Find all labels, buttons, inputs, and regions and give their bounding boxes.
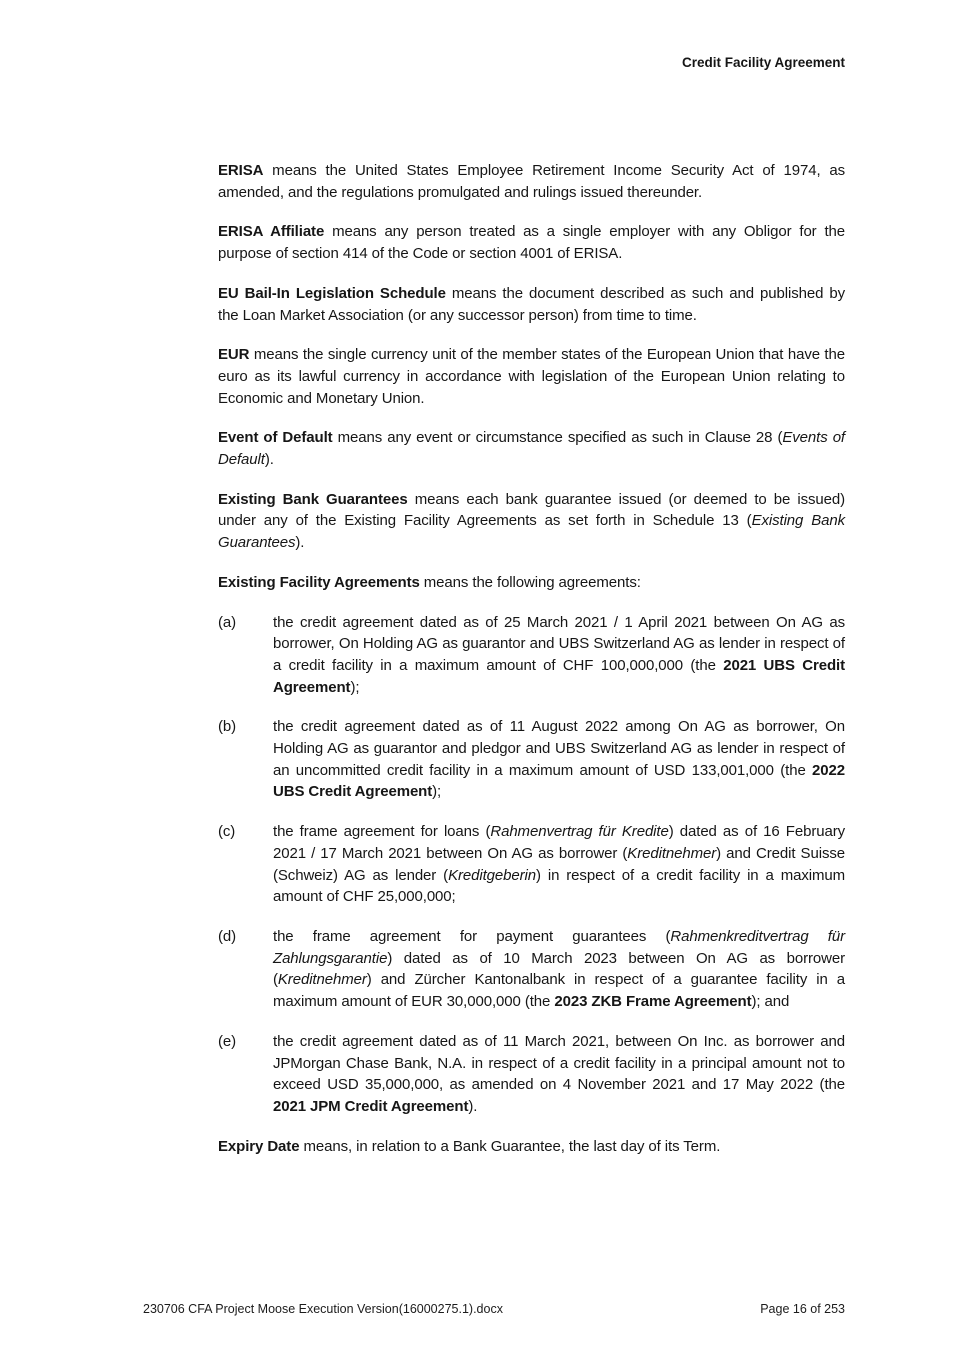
list-marker: (e) bbox=[218, 1032, 237, 1050]
text-run: the credit agreement dated as of 11 August 2022 among On AG as borrower, On Holding AG as guarantor and pledgor and UBS Switzerland AG as lender in respect of an uncommitted credit facility in a maximum amount of USD 133,001,000 (the bbox=[273, 718, 845, 779]
page-header bbox=[0, 55, 845, 71]
text-run: the credit agreement dated as of 11 March 2021, between On Inc. as borrower and JPMorgan Chase Bank, N.A. in respect of a credit facility in a principal amount not to exceed USD 35,000,000, as amended on 4 November 2021 and 17 May 2022 (the bbox=[273, 1032, 845, 1094]
text-run: ) dated as of 10 March 2023 between On AG as borrower ( bbox=[273, 949, 845, 989]
paragraph bbox=[218, 283, 845, 326]
text-run: ). bbox=[295, 534, 305, 552]
paragraph bbox=[218, 572, 845, 594]
text-run: ); bbox=[350, 678, 360, 696]
italic-run: Existing Bank Guarantees bbox=[218, 512, 845, 552]
list-marker: (d) bbox=[218, 927, 237, 945]
text-run: the frame agreement for payment guarantees ( bbox=[273, 927, 671, 945]
page-footer bbox=[143, 1302, 845, 1317]
italic-run: Events of Default bbox=[218, 429, 846, 469]
text-run: means the document described as such and published by the Loan Market Association (or any successor person) from time to time. bbox=[218, 284, 845, 324]
bold-run: ERISA Affiliate bbox=[218, 223, 325, 241]
italic-run: Kreditnehmer bbox=[277, 971, 367, 989]
bold-run: ERISA bbox=[218, 162, 264, 179]
text-run: ) and Zürcher Kantonalbank in respect of a guarantee facility in a maximum amount of EUR 30,000,000 (the bbox=[273, 971, 845, 1011]
text-run: means any event or circumstance specified as such in Clause 28 ( bbox=[332, 429, 783, 447]
italic-run: Rahmenkreditvertrag für Zahlungsgarantie bbox=[273, 927, 845, 967]
bold-run: Event of Default bbox=[218, 429, 333, 447]
list-marker: (b) bbox=[218, 718, 237, 736]
italic-run: Kreditgeberin bbox=[448, 866, 536, 884]
text-run: means any person treated as a single employer with any Obligor for the purpose of section 414 of the Code or section 4001 of ERISA. bbox=[218, 223, 845, 263]
text-run: means the following agreements: bbox=[419, 573, 641, 591]
italic-run: Kreditnehmer bbox=[627, 844, 717, 862]
bold-run: 2023 ZKB Frame Agreement bbox=[554, 993, 752, 1011]
list-item bbox=[218, 612, 845, 699]
document-body bbox=[218, 160, 845, 1175]
bold-run: Existing Bank Guarantees bbox=[218, 490, 408, 508]
text-run: means the single currency unit of the member states of the European Union that have the euro as its lawful currency in accordance with legislation of the European Union relating to Economic and Monetary Union. bbox=[218, 346, 845, 407]
paragraph-text bbox=[273, 821, 845, 908]
list-item bbox=[218, 1031, 845, 1118]
italic-run: Rahmenvertrag für Kredite bbox=[490, 823, 669, 841]
header-title: Credit Facility Agreement bbox=[681, 55, 845, 70]
bold-run: EUR bbox=[218, 346, 250, 364]
paragraph bbox=[218, 160, 845, 203]
bold-run: 2021 UBS Credit Agreement bbox=[273, 656, 845, 696]
list-marker: (a) bbox=[218, 613, 237, 631]
footer-filename: 230706 CFA Project Moose Execution Version(16000275.1).docx bbox=[143, 1302, 503, 1316]
paragraph-text bbox=[273, 926, 845, 1013]
text-run: the frame agreement for loans ( bbox=[273, 823, 491, 841]
text-run: ) in respect of a credit facility in a maximum amount of CHF 25,000,000; bbox=[273, 866, 845, 906]
paragraph bbox=[218, 344, 845, 409]
text-run: the credit agreement dated as of 25 March 2021 / 1 April 2021 between On AG as borrower, On Holding AG as guarantor and UBS Switzerland AG as lender in respect of a credit facility in a maximum amount of CHF 100,000,000 (the bbox=[273, 613, 845, 674]
text-run: means, in relation to a Bank Guarantee, the last day of its Term. bbox=[299, 1137, 721, 1155]
text-run: ). bbox=[264, 451, 274, 469]
paragraph-text bbox=[273, 716, 845, 803]
text-run: ); bbox=[432, 783, 442, 801]
paragraph bbox=[218, 489, 845, 554]
footer-page-number: Page 16 of 253 bbox=[760, 1302, 845, 1316]
text-run: ) and Credit Suisse (Schweiz) AG as lender ( bbox=[273, 844, 845, 884]
bold-run: Existing Facility Agreements bbox=[218, 573, 420, 591]
text-run: means each bank guarantee issued (or deemed to be issued) under any of the Existing Facility Agreements as set forth in Schedule 13 ( bbox=[218, 490, 845, 530]
list-marker: (c) bbox=[218, 823, 236, 841]
paragraph bbox=[218, 221, 845, 264]
bold-run: 2021 JPM Credit Agreement bbox=[273, 1097, 469, 1115]
text-run: means the United States Employee Retirement Income Security Act of 1974, as amended, and the regulations promulgated and rulings issued thereunder. bbox=[218, 162, 845, 201]
paragraph-text bbox=[273, 612, 845, 699]
list-item bbox=[218, 926, 845, 1013]
bold-run: Expiry Date bbox=[218, 1137, 300, 1155]
paragraph-text bbox=[273, 1031, 845, 1118]
bold-run: 2022 UBS Credit Agreement bbox=[273, 761, 845, 801]
list-item bbox=[218, 821, 845, 908]
text-run: ) dated as of 16 February 2021 / 17 March 2021 between On AG as borrower ( bbox=[273, 823, 845, 862]
text-run: ). bbox=[468, 1097, 478, 1115]
paragraph bbox=[218, 427, 845, 470]
bold-run: EU Bail-In Legislation Schedule bbox=[218, 284, 446, 302]
text-run: ); and bbox=[751, 993, 790, 1011]
paragraph bbox=[218, 1136, 845, 1158]
list-item bbox=[218, 716, 845, 803]
